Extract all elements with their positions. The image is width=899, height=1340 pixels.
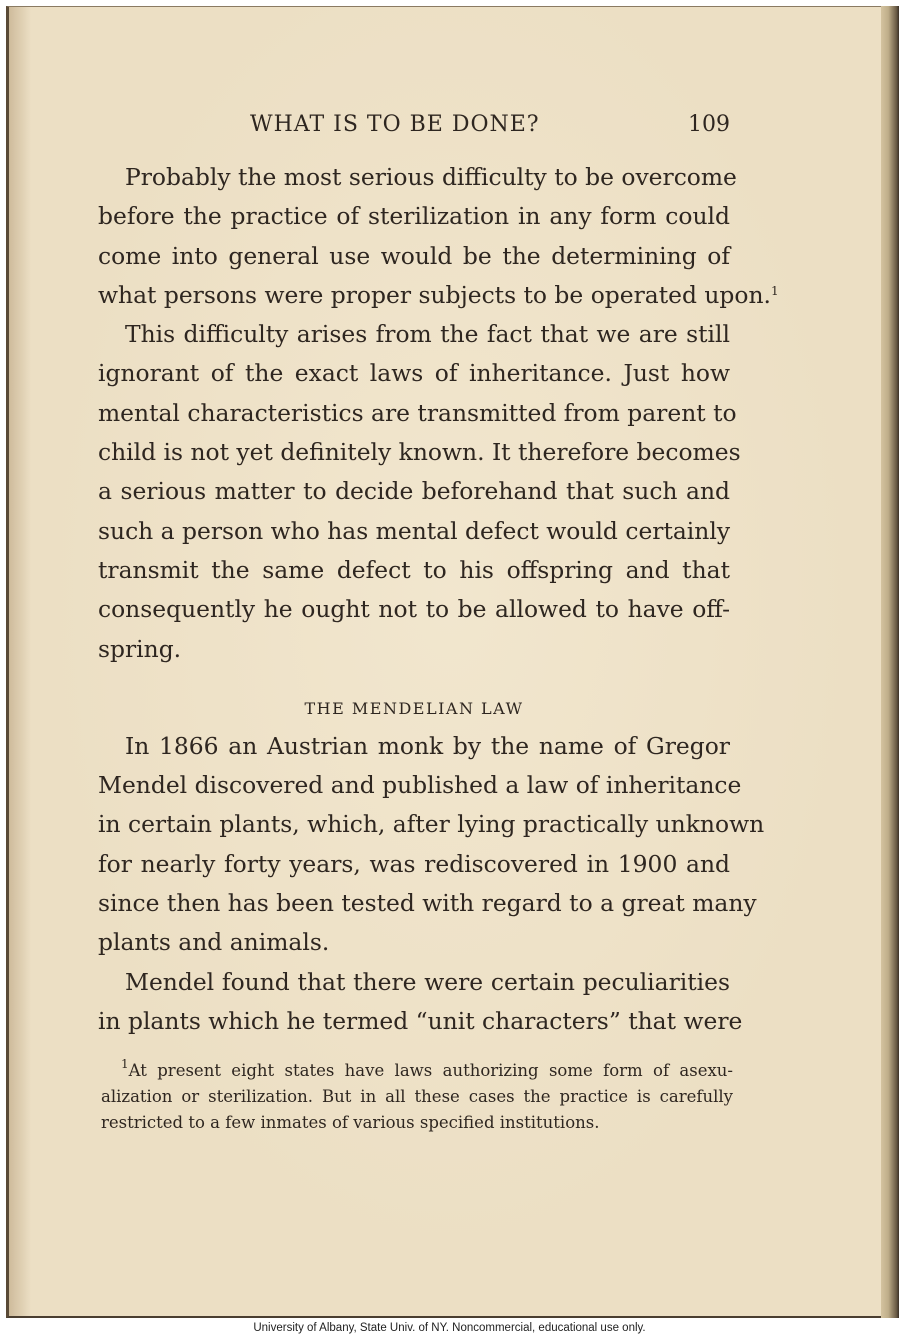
paragraph-line: such a person who has mental defect would certainly (98, 516, 731, 545)
paragraph-line (98, 276, 779, 315)
footnote-line-text: At present eight states have laws authorizing some form of asexu- (128, 1061, 733, 1080)
paragraph-line: In 1866 an Austrian monk by the name of Gregor (125, 731, 730, 760)
usage-credit: University of Albany, State Univ. of NY. Noncommercial, educational use only. (253, 1322, 646, 1334)
footnote-reference: 1 (770, 283, 779, 298)
paragraph-line: in plants which he termed “unit characters” that were (98, 1006, 743, 1035)
footnote-mark: 1 (121, 1057, 129, 1071)
paragraph-line: before the practice of sterilization in any form could (98, 202, 730, 231)
paragraph-line: child is not yet definitely known. It therefore becomes (98, 438, 741, 467)
page-edge (881, 6, 899, 1318)
page-header (96, 112, 730, 142)
paragraph-line: Mendel discovered and published a law of inheritance (98, 771, 742, 800)
paragraph-line: since then has been tested with regard to a great many (98, 889, 757, 918)
paragraph-line: Mendel found that there were certain peculiarities (125, 967, 730, 996)
running-head: WHAT IS TO BE DONE? (250, 112, 540, 137)
paragraph-line: spring. (98, 634, 182, 663)
paragraph-line: in certain plants, which, after lying practically unknown (98, 810, 765, 839)
footnote-line: restricted to a few inmates of various specified institutions. (101, 1113, 600, 1132)
paragraph-line: Probably the most serious difficulty to be overcome (125, 163, 737, 191)
page-body (98, 158, 779, 1041)
paragraph-line: This difficulty arises from the fact that we are still (125, 320, 730, 349)
paragraph-line: mental characteristics are transmitted from parent to (98, 398, 737, 427)
section-title: THE MENDELIAN LAW (304, 698, 524, 718)
paragraph-line: ignorant of the exact laws of inheritance. Just how (98, 359, 730, 388)
page-number: 109 (688, 112, 730, 137)
footnote-line: alization or sterilization. But in all these cases the practice is carefully (101, 1087, 733, 1106)
paragraph-line: transmit the same defect to his offspring and that (98, 555, 730, 584)
footnote-line (101, 1058, 733, 1084)
paragraph-line: for nearly forty years, was rediscovered in 1900 and (98, 849, 730, 878)
paragraph-line-text: what persons were proper subjects to be operated upon. (98, 280, 771, 309)
paragraph-line: consequently he ought not to be allowed to have off- (98, 595, 730, 624)
footnote (101, 1058, 733, 1136)
paragraph-line: plants and animals. (98, 928, 330, 957)
paragraph-line: a serious matter to decide beforehand that such and (98, 477, 730, 506)
paragraph-line: come into general use would be the determining of (98, 241, 730, 270)
